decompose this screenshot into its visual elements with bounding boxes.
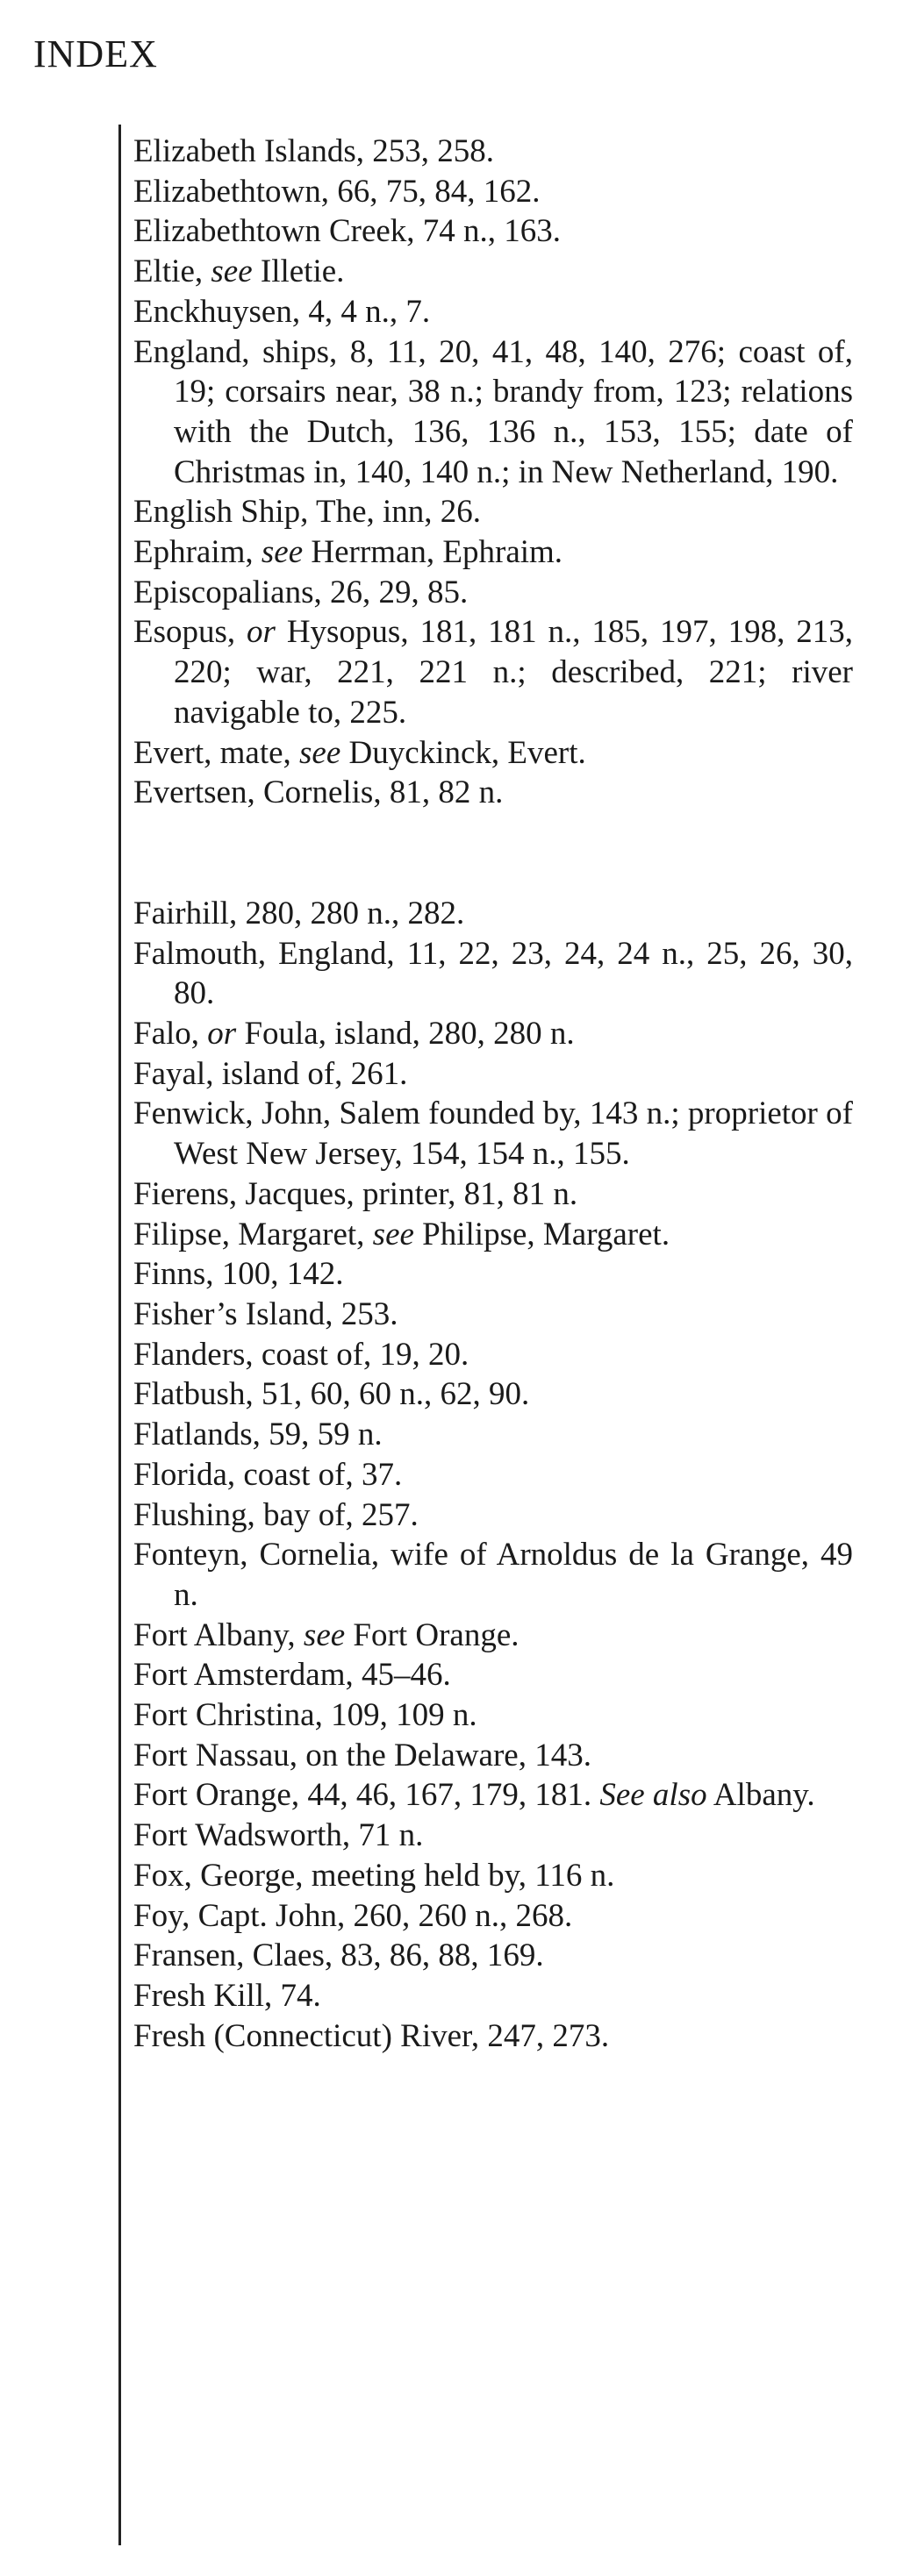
index-entry: Falo, or Foula, island, 280, 280 n. — [133, 1016, 575, 1053]
index-entry: Flushing, bay of, 257. — [133, 1496, 419, 1533]
index-entry: Fort Orange, 44, 46, 167, 179, 181. See also Albany. — [133, 1777, 815, 1814]
index-entry: Elizabethtown, 66, 75, 84, 162. — [133, 173, 541, 210]
index-list — [133, 132, 853, 2056]
index-entry: Esopus, or Hysopus, 181, 181 n., 185, 197, 198, 213, 220; war, 221, 221 n.; described, 221; river navigable to, 225. — [133, 614, 853, 731]
index-entry: Fort Nassau, on the Delaware, 143. — [133, 1737, 591, 1773]
index-entry: Fort Wadsworth, 71 n. — [133, 1817, 424, 1854]
index-entry: Fransen, Claes, 83, 86, 88, 169. — [133, 1937, 544, 1974]
index-entry: Evert, mate, see Duyckinck, Evert. — [133, 734, 586, 771]
index-entry: Flatlands, 59, 59 n. — [133, 1416, 383, 1453]
index-rule — [118, 125, 121, 2545]
index-entry: Fresh Kill, 74. — [133, 1977, 321, 2014]
index-entry: Finns, 100, 142. — [133, 1256, 344, 1293]
index-entry: Fierens, Jacques, printer, 81, 81 n. — [133, 1175, 578, 1212]
index-entry: Enckhuysen, 4, 4 n., 7. — [133, 293, 431, 330]
index-entry: Falmouth, England, 11, 22, 23, 24, 24 n., 25, 26, 30, 80. — [133, 935, 853, 1012]
index-entry: Fairhill, 280, 280 n., 282. — [133, 895, 465, 931]
index-entry: Fort Albany, see Fort Orange. — [133, 1616, 519, 1653]
index-entry: Fenwick, John, Salem founded by, 143 n.; proprietor of West New Jersey, 154, 154 n., 155. — [133, 1095, 853, 1173]
index-entry: Fisher’s Island, 253. — [133, 1295, 398, 1332]
index-entry: Fox, George, meeting held by, 116 n. — [133, 1857, 615, 1894]
index-entry: Florida, coast of, 37. — [133, 1456, 403, 1493]
index-entry: Fayal, island of, 261. — [133, 1055, 408, 1092]
index-entry: Fonteyn, Cornelia, wife of Arnoldus de la Grange, 49 n. — [133, 1537, 853, 1613]
letter-section-gap — [133, 813, 853, 894]
index-entry: Fresh (Connecticut) River, 247, 273. — [133, 2017, 610, 2054]
index-entry: Fort Amsterdam, 45–46. — [133, 1657, 451, 1694]
index-entry: English Ship, The, inn, 26. — [133, 494, 482, 531]
index-entry: Ephraim, see Herrman, Ephraim. — [133, 534, 563, 571]
index-entry: Flanders, coast of, 19, 20. — [133, 1336, 469, 1373]
index-entry: Episcopalians, 26, 29, 85. — [133, 574, 469, 610]
index-entry: Elizabethtown Creek, 74 n., 163. — [133, 213, 562, 250]
index-entry: Foy, Capt. John, 260, 260 n., 268. — [133, 1897, 573, 1934]
index-entry: Evertsen, Cornelis, 81, 82 n. — [133, 774, 504, 811]
index-entry: Fort Christina, 109, 109 n. — [133, 1697, 477, 1734]
page-title: INDEX — [33, 32, 158, 75]
index-entry: Elizabeth Islands, 253, 258. — [133, 133, 495, 169]
index-entry: Flatbush, 51, 60, 60 n., 62, 90. — [133, 1376, 530, 1413]
index-entry: England, ships, 8, 11, 20, 41, 48, 140, 276; coast of, 19; corsairs near, 38 n.; brandy from, 123; relations with the Dutch, 136, 136 n., 153, 155; date of Christmas in, 140, 140 n.; in New Netherland, 190. — [133, 333, 853, 490]
index-entry: Filipse, Margaret, see Philipse, Margaret. — [133, 1216, 670, 1252]
index-entry: Eltie, see Illetie. — [133, 253, 345, 290]
